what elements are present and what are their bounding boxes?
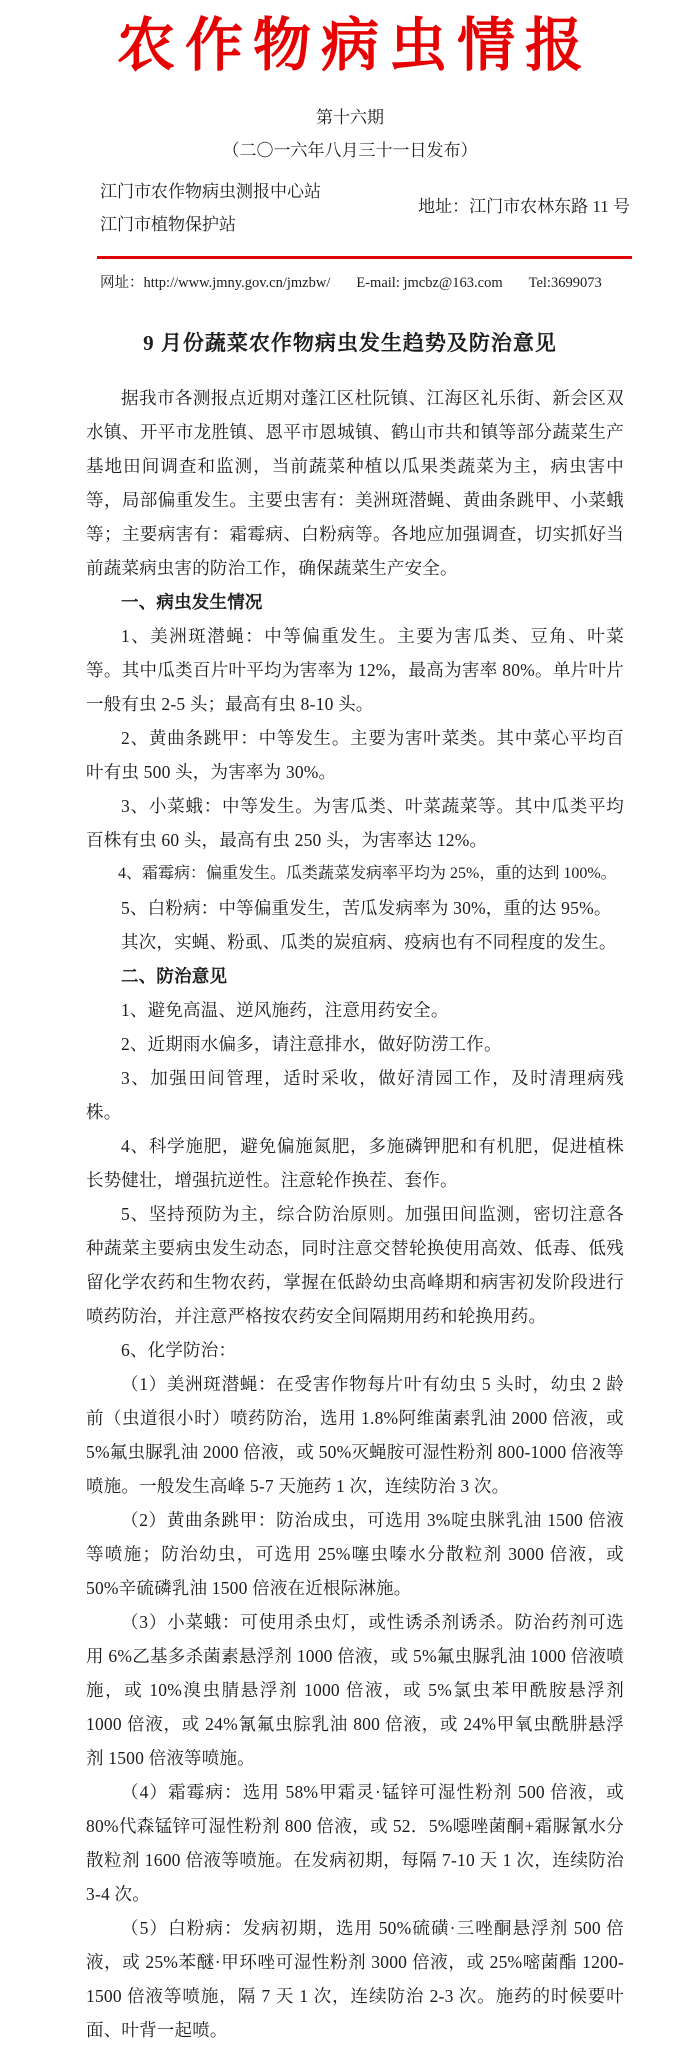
section-heading: 一、病虫发生情况: [121, 592, 263, 612]
org-line-1: 江门市农作物病虫测报中心站: [100, 182, 321, 201]
email-address: E-mail: jmcbz@163.com: [356, 275, 503, 291]
issuing-orgs: [100, 175, 321, 241]
article-title: 9 月份蔬菜农作物病虫发生趋势及防治意见: [143, 331, 557, 355]
org-line-2: 江门市植物保护站: [100, 215, 236, 234]
paragraph: 5、坚持预防为主，综合防治原则。加强田间监测，密切注意各种蔬菜主要病虫发生动态，同时注意交替轮换使用高效、低毒、低残留化学农药和生物农药，掌握在低龄幼虫高峰期和病害初发阶段进行喷药防治，并注意严格按农药安全间隔期用药和轮换用药。: [86, 1204, 624, 1326]
paragraph: 3、小菜蛾：中等发生。为害瓜类、叶菜蔬菜等。其中瓜类平均百株有虫 60 头，最高有虫 250 头，为害率达 12%。: [86, 796, 624, 850]
paragraph: 2、黄曲条跳甲：中等发生。主要为害叶菜类。其中菜心平均百叶有虫 500 头，为害率为 30%。: [86, 728, 624, 782]
bulletin-masthead-title: 农作物病虫情报: [116, 11, 593, 79]
paragraph: 3、加强田间管理，适时采收，做好清园工作，及时清理病残株。: [86, 1068, 624, 1122]
paragraph: 4、科学施肥，避免偏施氮肥，多施磷钾肥和有机肥，促进植株长势健壮，增强抗逆性。注意轮作换茬、套作。: [86, 1136, 624, 1190]
paragraph: 据我市各测报点近期对蓬江区杜阮镇、江海区礼乐街、新会区双水镇、开平市龙胜镇、恩平市恩城镇、鹤山市共和镇等部分蔬菜生产基地田间调查和监测，当前蔬菜种植以瓜果类蔬菜为主，病虫害中等，局部偏重发生。主要虫害有：美洲斑潜蝇、黄曲条跳甲、小菜蛾等；主要病害有：霜霉病、白粉病等。各地应加强调查，切实抓好当前蔬菜病虫害的防治工作，确保蔬菜生产安全。: [86, 388, 624, 578]
paragraph: （2）黄曲条跳甲：防治成虫，可选用 3%啶虫脒乳油 1500 倍液等喷施；防治幼虫，可选用 25%噻虫嗪水分散粒剂 3000 倍液，或 50%辛硫磷乳油 1500 倍液在近根际淋施。: [86, 1510, 624, 1598]
issuing-orgs-row: [100, 175, 630, 241]
paragraph: 1、美洲斑潜蝇：中等偏重发生。主要为害瓜类、豆角、叶菜等。其中瓜类百片叶平均为害率为 12%，最高为害率 80%。单片叶片一般有虫 2-5 头；最高有虫 8-10 头。: [86, 626, 624, 714]
paragraph: 5、白粉病：中等偏重发生，苦瓜发病率为 30%，重的达 95%。: [121, 898, 612, 918]
paragraph: （5）白粉病：发病初期，选用 50%硫磺·三唑酮悬浮剂 500 倍液，或 25%苯醚·甲环唑可湿性粉剂 3000 倍液，或 25%嘧菌酯 1200-1500 倍液等喷施，隔 7 天 1 次，连续防治 2-3 次。施药的时候要叶面、叶背一起喷。: [86, 1918, 624, 2040]
paragraph: 2、近期雨水偏多，请注意排水，做好防涝工作。: [121, 1034, 502, 1054]
paragraph: 6、化学防治：: [121, 1340, 237, 1360]
red-divider-rule: [97, 256, 632, 259]
paragraph: 1、避免高温、逆风施药，注意用药安全。: [121, 1000, 449, 1020]
section-heading: 二、防治意见: [121, 966, 228, 986]
website-url: 网址：http://www.jmny.gov.cn/jmzbw/: [100, 275, 331, 291]
org-address: 地址：江门市农林东路 11 号: [418, 197, 630, 216]
telephone-number: Tel:3699073: [528, 275, 602, 291]
issue-number: 第十六期: [316, 108, 384, 127]
paragraph: （3）小菜蛾：可使用杀虫灯，或性诱杀剂诱杀。防治药剂可选用 6%乙基多杀菌素悬浮剂 1000 倍液，或 5%氟虫脲乳油 1000 倍液喷施，或 10%溴虫腈悬浮剂 1000 倍液，或 5%氯虫苯甲酰胺悬浮剂 1000 倍液，或 24%氰氟虫腙乳油 800 倍液，或 24%甲氧虫酰肼悬浮剂 1500 倍液等喷施。: [86, 1612, 624, 1768]
article-body: [86, 381, 624, 2047]
paragraph: （4）霜霉病：选用 58%甲霜灵·锰锌可湿性粉剂 500 倍液，或 80%代森锰锌可湿性粉剂 800 倍液，或 52．5%噁唑菌酮+霜脲氰水分散粒剂 1600 倍液等喷施。在发病初期，每隔 7-10 天 1 次，连续防治 3-4 次。: [86, 1782, 624, 1904]
contact-line: [100, 274, 640, 292]
paragraph: 其次，实蝇、粉虱、瓜类的炭疽病、疫病也有不同程度的发生。: [121, 932, 617, 952]
release-date: （二〇一六年八月三十一日发布）: [222, 141, 478, 160]
paragraph: 4、霜霉病：偏重发生。瓜类蔬菜发病率平均为 25%，重的达到 100%。: [118, 865, 617, 882]
paragraph: （1）美洲斑潜蝇：在受害作物每片叶有幼虫 5 头时，幼虫 2 龄前（虫道很小时）喷药防治，选用 1.8%阿维菌素乳油 2000 倍液，或 5%氟虫脲乳油 2000 倍液，或 50%灭蝇胺可湿性粉剂 800-1000 倍液等喷施。一般发生高峰 5-7 天施药 1 次，连续防治 3 次。: [86, 1374, 624, 1496]
